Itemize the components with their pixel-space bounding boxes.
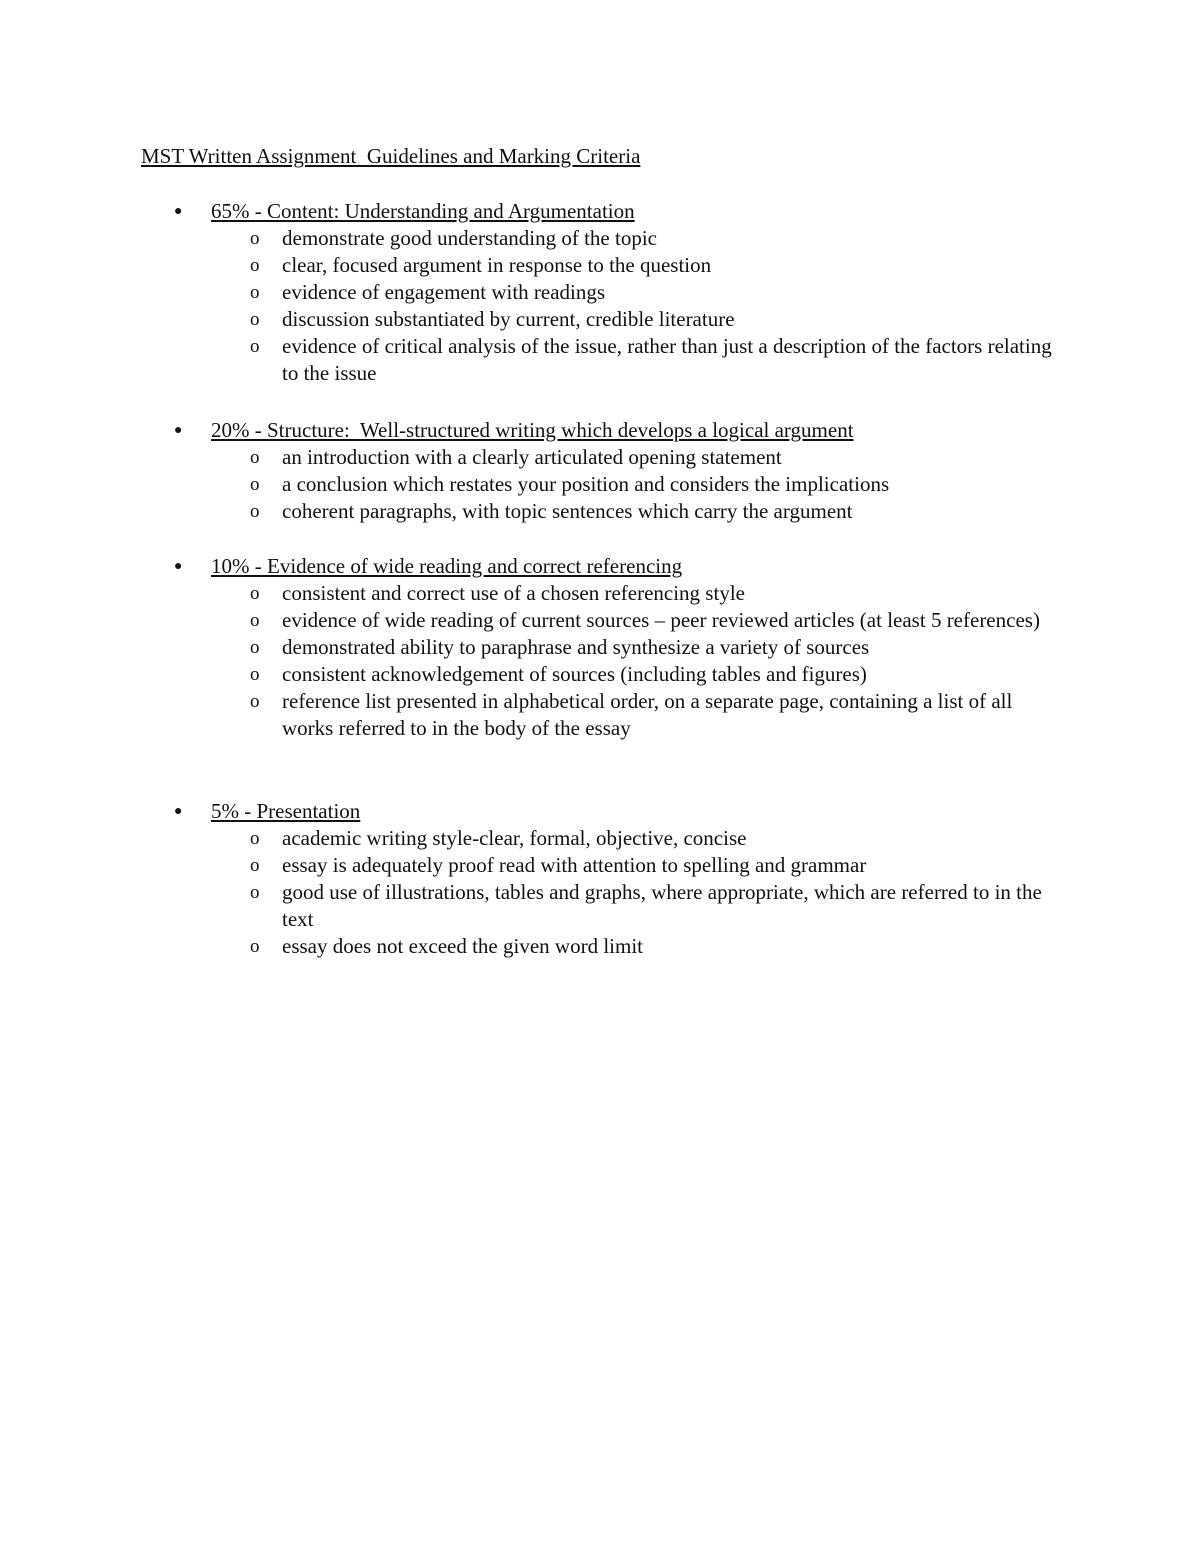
list-item (0, 471, 1200, 498)
list-item (0, 225, 1200, 252)
sub-bullet-icon: o (250, 936, 260, 957)
sub-bullet-icon: o (250, 583, 260, 604)
bullet-icon: ● (174, 559, 183, 574)
criteria-section-referencing (0, 553, 1200, 742)
list-item (0, 688, 1200, 742)
criteria-list (0, 580, 1200, 742)
sub-bullet-icon: o (250, 282, 260, 303)
criteria-list (0, 225, 1200, 387)
section-heading-row (0, 798, 1200, 825)
list-item (0, 933, 1200, 960)
list-item-text: essay is adequately proof read with attention to spelling and grammar (282, 853, 867, 877)
list-item (0, 306, 1200, 333)
list-item-text: demonstrate good understanding of the topic (282, 226, 657, 250)
list-item-text: clear, focused argument in response to the question (282, 253, 712, 277)
list-item-text: essay does not exceed the given word limit (282, 934, 643, 958)
list-item (0, 634, 1200, 661)
list-item-text: consistent acknowledgement of sources (including tables and figures) (282, 662, 867, 686)
document-title: MST Written Assignment Guidelines and Marking Criteria (141, 144, 641, 168)
list-item (0, 580, 1200, 607)
sub-bullet-icon: o (250, 855, 260, 876)
list-item-text: discussion substantiated by current, credible literature (282, 307, 735, 331)
sub-bullet-icon: o (250, 691, 260, 712)
criteria-section-structure (0, 417, 1200, 525)
list-item-text: coherent paragraphs, with topic sentences which carry the argument (282, 499, 853, 523)
list-item (0, 252, 1200, 279)
section-heading: 5% - Presentation (211, 799, 361, 823)
criteria-section-presentation (0, 798, 1200, 960)
sub-bullet-icon: o (250, 228, 260, 249)
section-heading-row (0, 417, 1200, 444)
sub-bullet-icon: o (250, 474, 260, 495)
list-item (0, 661, 1200, 688)
list-item (0, 607, 1200, 634)
section-heading: 10% - Evidence of wide reading and correct referencing (211, 554, 683, 578)
list-item-text: demonstrated ability to paraphrase and synthesize a variety of sources (282, 635, 870, 659)
sub-bullet-icon: o (250, 637, 260, 658)
section-heading-row (0, 198, 1200, 225)
sub-bullet-icon: o (250, 664, 260, 685)
list-item (0, 444, 1200, 471)
list-item-text: good use of illustrations, tables and graphs, where appropriate, which are referred to in the text (282, 880, 1042, 931)
list-item-text: consistent and correct use of a chosen referencing style (282, 581, 745, 605)
list-item-text: evidence of engagement with readings (282, 280, 606, 304)
list-item-text: reference list presented in alphabetical order, on a separate page, containing a list of all works referred to in the body of the essay (282, 689, 1013, 740)
sub-bullet-icon: o (250, 255, 260, 276)
sub-bullet-icon: o (250, 882, 260, 903)
sub-bullet-icon: o (250, 610, 260, 631)
list-item-text: a conclusion which restates your position and considers the implications (282, 472, 890, 496)
list-item-text: evidence of wide reading of current sources – peer reviewed articles (at least 5 references) (282, 608, 1040, 632)
list-item-text: an introduction with a clearly articulated opening statement (282, 445, 782, 469)
sub-bullet-icon: o (250, 447, 260, 468)
sub-bullet-icon: o (250, 336, 260, 357)
bullet-icon: ● (174, 423, 183, 438)
bullet-icon: ● (174, 804, 183, 819)
criteria-list (0, 825, 1200, 960)
list-item (0, 825, 1200, 852)
sub-bullet-icon: o (250, 309, 260, 330)
section-heading: 65% - Content: Understanding and Argumentation (211, 199, 635, 223)
criteria-list (0, 444, 1200, 525)
section-heading-row (0, 553, 1200, 580)
bullet-icon: ● (174, 204, 183, 219)
sub-bullet-icon: o (250, 828, 260, 849)
list-item (0, 498, 1200, 525)
criteria-section-content (0, 198, 1200, 387)
section-heading: 20% - Structure: Well-structured writing which develops a logical argument (211, 418, 854, 442)
list-item (0, 333, 1200, 387)
list-item (0, 879, 1200, 933)
list-item (0, 852, 1200, 879)
list-item (0, 279, 1200, 306)
sub-bullet-icon: o (250, 501, 260, 522)
list-item-text: academic writing style-clear, formal, objective, concise (282, 826, 747, 850)
list-item-text: evidence of critical analysis of the issue, rather than just a description of the factors relating to the issue (282, 334, 1052, 385)
